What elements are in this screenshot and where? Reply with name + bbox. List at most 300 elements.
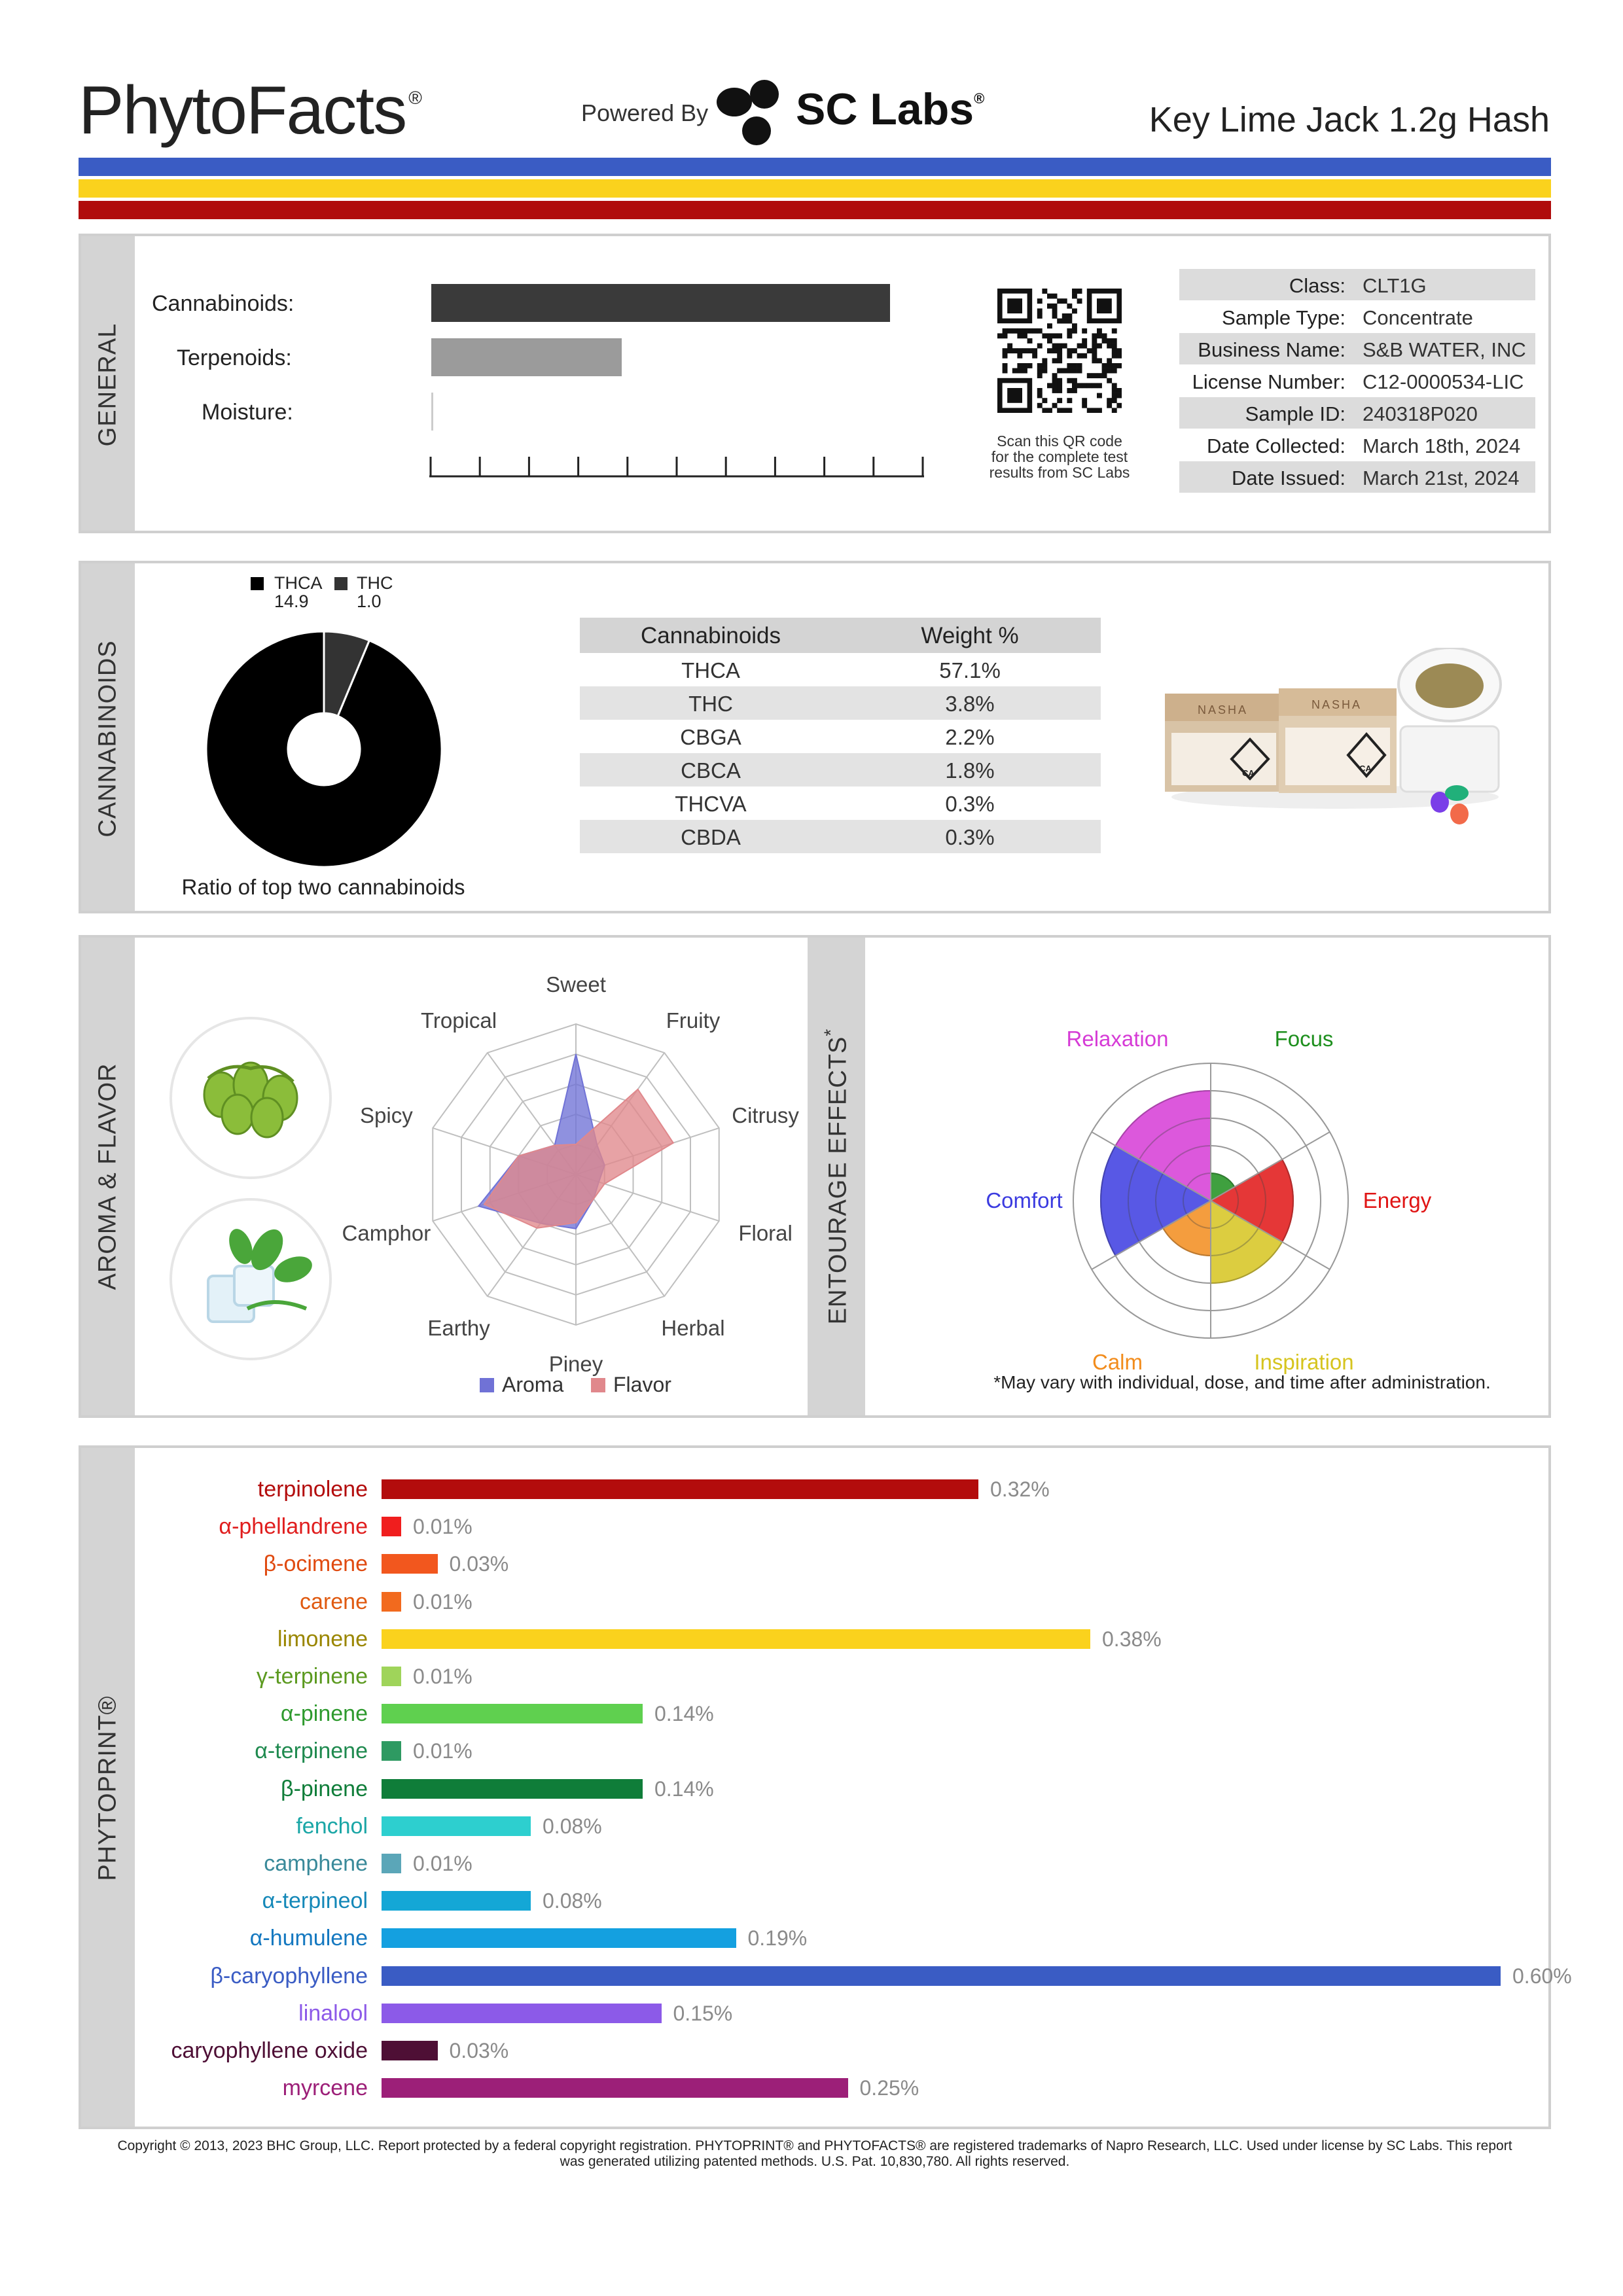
qr-module — [1057, 383, 1062, 388]
qr-module — [1057, 298, 1062, 304]
qr-module — [1072, 348, 1077, 353]
qr-module — [1112, 338, 1117, 344]
general-scale-axis — [429, 450, 927, 483]
qr-module — [1102, 363, 1107, 368]
logo — [79, 72, 421, 150]
qr-module — [1112, 368, 1117, 374]
qr-module — [1067, 363, 1072, 368]
qr-module — [1027, 338, 1033, 344]
qr-module — [1077, 353, 1082, 359]
qr-module — [1072, 323, 1077, 328]
qr-caption-line-3: results from SC Labs — [989, 464, 1130, 481]
qr-module — [1047, 383, 1052, 388]
info-value: S&B WATER, INC — [1363, 338, 1526, 361]
terpene-value: 0.19% — [747, 1926, 808, 1951]
table-row — [580, 820, 1101, 853]
terpene-label: limonene — [277, 1626, 368, 1651]
qr-module — [1107, 378, 1112, 383]
table-row — [580, 686, 1101, 720]
qr-module — [1077, 298, 1082, 304]
terpene-value: 0.08% — [543, 1889, 602, 1913]
qr-module — [1077, 368, 1082, 374]
radar-label-camphor: Camphor — [342, 1220, 431, 1245]
terpene-value: 0.38% — [1102, 1627, 1162, 1651]
stripe-yellow — [79, 179, 1551, 198]
info-value: March 21st, 2024 — [1363, 467, 1520, 489]
qr-module — [1022, 368, 1027, 374]
qr-module — [1116, 353, 1122, 359]
terpene-label: α-terpinene — [255, 1739, 368, 1764]
qr-module — [997, 333, 1003, 338]
powered-by-label: Powered By — [581, 99, 709, 126]
qr-module — [1022, 363, 1027, 368]
qr-module — [1057, 348, 1062, 353]
qr-module — [1077, 363, 1082, 368]
terpene-label: α-humulene — [249, 1926, 368, 1951]
legend-swatch-aroma — [480, 1378, 494, 1392]
qr-module — [1062, 344, 1067, 349]
moisture-label: Moisture: — [202, 400, 293, 425]
table-row — [580, 653, 1101, 686]
qr-module — [1112, 408, 1117, 413]
general-label: GENERAL — [94, 323, 122, 447]
effect-label-inspiration: Inspiration — [1254, 1349, 1354, 1374]
qr-module — [1067, 388, 1072, 393]
terpene-label: α-phellandrene — [219, 1514, 368, 1540]
radar-label-tropical: Tropical — [420, 1008, 497, 1033]
qr-module — [1116, 388, 1122, 393]
entourage-sidebar — [808, 938, 865, 1415]
table-cell-name: THC — [688, 692, 733, 716]
qr-module — [1112, 393, 1117, 398]
terpene-bar — [382, 1667, 401, 1686]
registered-mark: ® — [408, 88, 421, 108]
info-key: Date Collected: — [1207, 434, 1346, 457]
qr-module — [1112, 388, 1117, 393]
qr-module — [1022, 333, 1027, 338]
qr-module — [1116, 348, 1122, 353]
qr-module — [1092, 344, 1097, 349]
qr-module — [1022, 348, 1027, 353]
terpene-label: camphene — [264, 1851, 368, 1876]
qr-module — [1037, 368, 1043, 374]
qr-module — [1037, 373, 1043, 378]
qr-module — [1012, 328, 1018, 334]
qr-module — [1062, 368, 1067, 374]
legend-label-aroma: Aroma — [502, 1373, 564, 1396]
terpene-label: α-terpineol — [262, 1888, 368, 1914]
table-cell-weight: 0.3% — [945, 792, 995, 816]
qr-module — [1003, 333, 1008, 338]
qr-module — [1082, 383, 1087, 388]
cannabinoids-sidebar — [81, 563, 135, 911]
qr-module — [1072, 294, 1077, 299]
info-key: License Number: — [1192, 370, 1346, 393]
qr-module — [1112, 348, 1117, 353]
terpene-bar — [382, 2078, 848, 2098]
qr-module — [1027, 328, 1033, 334]
qr-module — [1032, 353, 1037, 359]
qr-module — [1062, 319, 1067, 324]
qr-module — [1067, 328, 1072, 334]
entourage-effects-chart — [1054, 1044, 1368, 1358]
qr-module — [1112, 344, 1117, 349]
terpene-bar — [382, 1816, 531, 1836]
phytoprint-label: PHYTOPRINT® — [94, 1695, 122, 1881]
general-sidebar — [81, 236, 135, 531]
terpene-value: 0.01% — [413, 1852, 473, 1875]
terpene-bar — [382, 1779, 643, 1799]
qr-module — [1047, 338, 1052, 344]
terpene-bar — [382, 1592, 401, 1612]
qr-module — [1072, 368, 1077, 374]
terpene-label: myrcene — [282, 2075, 368, 2101]
qr-module — [1017, 348, 1022, 353]
radar-label-fruity: Fruity — [666, 1008, 721, 1033]
qr-module — [1102, 368, 1107, 374]
qr-module — [1097, 328, 1102, 334]
effect-label-calm: Calm — [1092, 1349, 1143, 1374]
aroma-sidebar — [81, 938, 135, 1415]
radar-label-sweet: Sweet — [546, 972, 606, 997]
qr-module — [1082, 398, 1087, 403]
qr-module — [1047, 304, 1052, 309]
qr-code-icon[interactable] — [997, 289, 1122, 413]
qr-module — [1052, 304, 1058, 309]
qr-module — [1092, 383, 1097, 388]
product-box-badge-2: CA — [1359, 764, 1372, 773]
effect-label-focus: Focus — [1274, 1027, 1334, 1051]
qr-module — [1112, 383, 1117, 388]
terpene-value: 0.32% — [990, 1477, 1050, 1501]
effect-label-comfort: Comfort — [986, 1188, 1063, 1212]
qr-module — [1057, 368, 1062, 374]
qr-module — [1042, 368, 1047, 374]
terpene-label: terpinolene — [257, 1477, 368, 1502]
info-value: CLT1G — [1363, 274, 1427, 297]
qr-module — [1003, 328, 1008, 334]
qr-module — [1092, 333, 1097, 338]
terpene-value: 0.01% — [413, 1665, 473, 1688]
qr-module — [1092, 358, 1097, 363]
qr-module — [1097, 333, 1102, 338]
terpene-bar — [382, 1554, 438, 1574]
qr-module — [1052, 313, 1058, 319]
entourage-asterisk: * — [820, 1028, 841, 1036]
qr-module — [1082, 353, 1087, 359]
qr-module — [1037, 298, 1043, 304]
qr-module — [1057, 388, 1062, 393]
mint-ice-image — [169, 1197, 332, 1361]
terpene-label: linalool — [298, 2000, 368, 2026]
qr-module — [1077, 344, 1082, 349]
terpene-label: carene — [300, 1589, 368, 1614]
terpene-bar — [382, 2041, 438, 2060]
terpene-label: β-caryophyllene — [210, 1963, 368, 1988]
qr-module — [1107, 368, 1112, 374]
product-title: Key Lime Jack 1.2g Hash — [1149, 100, 1550, 139]
aroma-label: AROMA & FLAVOR — [94, 1063, 122, 1290]
qr-module — [1027, 348, 1033, 353]
qr-module — [1112, 353, 1117, 359]
qr-module — [1052, 294, 1058, 299]
qr-module — [1007, 344, 1012, 349]
qr-module — [1003, 363, 1008, 368]
qr-module — [1097, 344, 1102, 349]
terpene-value: 0.25% — [859, 2076, 919, 2100]
qr-caption — [961, 433, 1158, 480]
qr-module — [1003, 368, 1008, 374]
qr-module — [1012, 348, 1018, 353]
qr-caption-line-2: for the complete test — [991, 448, 1128, 465]
info-row-date-issued — [1179, 461, 1535, 493]
qr-module — [1087, 408, 1092, 413]
product-photo — [1165, 648, 1512, 838]
phytoprint-sidebar — [81, 1448, 135, 2127]
radar-label-citrusy: Citrusy — [732, 1103, 799, 1128]
qr-module — [1047, 294, 1052, 299]
cannabinoid-ratio-donut-chart — [203, 628, 445, 870]
qr-module — [1102, 338, 1107, 344]
general-bar-1 — [431, 338, 622, 376]
terpene-value: 0.14% — [654, 1702, 714, 1726]
qr-module — [1112, 328, 1117, 334]
radar-label-piney: Piney — [548, 1352, 603, 1376]
cannabinoids-label: Cannabinoids: — [152, 291, 294, 316]
terpene-label: fenchol — [296, 1813, 368, 1839]
qr-module — [1112, 363, 1117, 368]
qr-module — [1116, 363, 1122, 368]
qr-module — [1052, 403, 1058, 408]
qr-module — [1017, 328, 1022, 334]
qr-module — [1032, 348, 1037, 353]
qr-module — [1107, 403, 1112, 408]
info-key: Date Issued: — [1231, 467, 1346, 489]
table-row — [580, 753, 1101, 786]
qr-module — [1097, 393, 1102, 398]
qr-module — [1097, 358, 1102, 363]
qr-module — [1072, 363, 1077, 368]
legend-value-thc: 1.0 — [357, 592, 382, 611]
qr-module — [1067, 398, 1072, 403]
terpene-value: 0.03% — [449, 1552, 509, 1576]
table-header-cannabinoids: Cannabinoids — [640, 623, 781, 648]
qr-module — [1112, 398, 1117, 403]
qr-module — [1047, 348, 1052, 353]
table-cell-weight: 1.8% — [945, 758, 995, 783]
terpene-bar — [382, 1741, 401, 1761]
terpene-label: α-pinene — [280, 1701, 368, 1727]
qr-module — [1082, 338, 1087, 344]
qr-module — [1052, 388, 1058, 393]
info-value: Concentrate — [1363, 306, 1473, 329]
qr-module — [1097, 383, 1102, 388]
qr-module — [1032, 328, 1037, 334]
stripe-blue — [79, 158, 1551, 176]
qr-module — [1116, 393, 1122, 398]
terpene-value: 0.01% — [413, 1515, 473, 1539]
qr-module — [1077, 289, 1082, 294]
qr-module — [1062, 408, 1067, 413]
qr-module — [1022, 328, 1027, 334]
qr-module — [1072, 378, 1077, 383]
legend-label-flavor: Flavor — [613, 1373, 671, 1396]
qr-module — [1082, 328, 1087, 334]
terpene-bar — [382, 1629, 1090, 1649]
info-row-license-number — [1179, 365, 1535, 397]
qr-module — [1042, 398, 1047, 403]
info-key: Class: — [1289, 274, 1346, 297]
qr-module — [1037, 344, 1043, 349]
footer-copyright — [79, 2138, 1551, 2170]
qr-module — [1097, 408, 1102, 413]
qr-module — [1067, 304, 1072, 309]
qr-module — [1042, 333, 1047, 338]
terpene-label: β-pinene — [281, 1776, 368, 1801]
footer-line-2: was generated utilizing patented methods. U.S. Pat. 10,830,780. All rights reserved. — [560, 2154, 1070, 2169]
qr-module — [1067, 353, 1072, 359]
qr-module — [1087, 373, 1092, 378]
sc-labs-name: SC Labs — [796, 84, 974, 134]
terpene-value: 0.15% — [673, 2001, 733, 2025]
info-key: Sample Type: — [1222, 306, 1346, 329]
qr-module — [1003, 353, 1008, 359]
qr-module — [1007, 348, 1012, 353]
footer-line-1: Copyright © 2013, 2023 BHC Group, LLC. Report protected by a federal copyright registration. PHYTOPRINT® and PHYTOFACTS® are registered trademarks of Napro Research, LLC. Used under license by SC Labs. This report — [117, 2138, 1512, 2153]
radar-label-earthy: Earthy — [427, 1315, 490, 1340]
qr-module — [1067, 333, 1072, 338]
effect-label-relaxation: Relaxation — [1066, 1027, 1169, 1051]
terpene-value: 0.03% — [449, 2039, 509, 2062]
qr-module — [1052, 308, 1058, 313]
qr-module — [1057, 358, 1062, 363]
qr-module — [1037, 363, 1043, 368]
qr-module — [1067, 319, 1072, 324]
terpene-bar — [382, 1704, 643, 1723]
qr-module — [1082, 403, 1087, 408]
legend-name-thc: THC — [357, 573, 393, 593]
qr-module — [1067, 348, 1072, 353]
qr-module — [1092, 373, 1097, 378]
qr-module — [1047, 408, 1052, 413]
donut-caption: Ratio of top two cannabinoids — [181, 875, 465, 899]
terpene-value: 0.01% — [413, 1589, 473, 1614]
entourage-label — [821, 1029, 853, 1325]
product-box-text-1: NASHA — [1198, 703, 1249, 716]
qr-module — [1092, 408, 1097, 413]
terpene-value: 0.14% — [654, 1776, 714, 1801]
info-row-class — [1179, 269, 1535, 300]
qr-module — [1003, 348, 1008, 353]
qr-module — [1057, 353, 1062, 359]
table-cell-name: THCVA — [675, 792, 747, 816]
qr-module — [1062, 298, 1067, 304]
table-cell-name: CBCA — [681, 758, 741, 783]
qr-module — [1072, 289, 1077, 294]
terpene-bar — [382, 1966, 1501, 1986]
qr-module — [1107, 358, 1112, 363]
qr-module — [1116, 403, 1122, 408]
entourage-note: *May vary with individual, dose, and time after administration. — [993, 1372, 1491, 1392]
sc-labs-logo-icon — [715, 77, 793, 149]
qr-module — [1017, 333, 1022, 338]
qr-module — [1027, 363, 1033, 368]
qr-module — [1057, 398, 1062, 403]
effect-label-energy: Energy — [1363, 1188, 1432, 1212]
qr-module — [1072, 388, 1077, 393]
qr-module — [1077, 383, 1082, 388]
qr-module — [1017, 368, 1022, 374]
hops-image — [169, 1016, 332, 1180]
terpene-value: 0.60% — [1512, 1964, 1572, 1988]
qr-module — [1092, 338, 1097, 344]
legend-swatch-thc — [334, 577, 348, 590]
qr-module — [1067, 313, 1072, 319]
qr-module — [1107, 398, 1112, 403]
qr-module — [1042, 358, 1047, 363]
qr-module — [1067, 408, 1072, 413]
cannabinoids-label: CANNABINOIDS — [94, 640, 122, 838]
qr-module — [1012, 368, 1018, 374]
info-value: C12-0000534-LIC — [1363, 370, 1524, 393]
radar-label-floral: Floral — [738, 1220, 793, 1245]
info-value: March 18th, 2024 — [1363, 434, 1521, 457]
entourage-label-text: ENTOURAGE EFFECTS — [824, 1036, 852, 1325]
qr-module — [1042, 363, 1047, 368]
qr-module — [1072, 383, 1077, 388]
qr-module — [1072, 328, 1077, 334]
aroma-legend — [480, 1373, 715, 1399]
qr-module — [1107, 338, 1112, 344]
logo-text: PhytoFacts — [79, 73, 406, 149]
terpene-value: 0.01% — [413, 1739, 473, 1763]
info-row-date-collected — [1179, 429, 1535, 461]
qr-module — [1102, 333, 1107, 338]
cannabinoid-table-header — [580, 618, 1101, 653]
qr-module — [1072, 308, 1077, 313]
qr-module — [1037, 388, 1043, 393]
table-cell-weight: 0.3% — [945, 825, 995, 849]
qr-module — [1082, 344, 1087, 349]
info-row-sample-id — [1179, 397, 1535, 429]
qr-module — [1087, 348, 1092, 353]
legend-swatch-thca — [251, 577, 264, 590]
qr-caption-line-1: Scan this QR code — [997, 433, 1122, 450]
qr-module — [1052, 378, 1058, 383]
qr-module — [1037, 313, 1043, 319]
info-value: 240318P020 — [1363, 402, 1478, 425]
terpene-bar — [382, 1854, 401, 1873]
sc-labs-registered-mark: ® — [974, 90, 985, 107]
qr-module — [1017, 363, 1022, 368]
aroma-flavor-radar-chart — [406, 1004, 746, 1345]
qr-module — [1057, 378, 1062, 383]
info-key: Business Name: — [1198, 338, 1346, 361]
table-cell-name: THCA — [681, 658, 740, 682]
qr-module — [1057, 319, 1062, 324]
radar-label-spicy: Spicy — [360, 1103, 413, 1128]
qr-module — [1052, 383, 1058, 388]
qr-module — [1017, 353, 1022, 359]
info-key: Sample ID: — [1245, 402, 1346, 425]
stripe-red — [79, 201, 1551, 219]
qr-module — [1047, 323, 1052, 328]
table-cell-weight: 2.2% — [945, 725, 995, 749]
terpene-label: γ-terpinene — [256, 1664, 368, 1689]
legend-swatch-flavor — [591, 1378, 605, 1392]
terpene-label: caryophyllene oxide — [171, 2038, 368, 2063]
qr-module — [1057, 408, 1062, 413]
